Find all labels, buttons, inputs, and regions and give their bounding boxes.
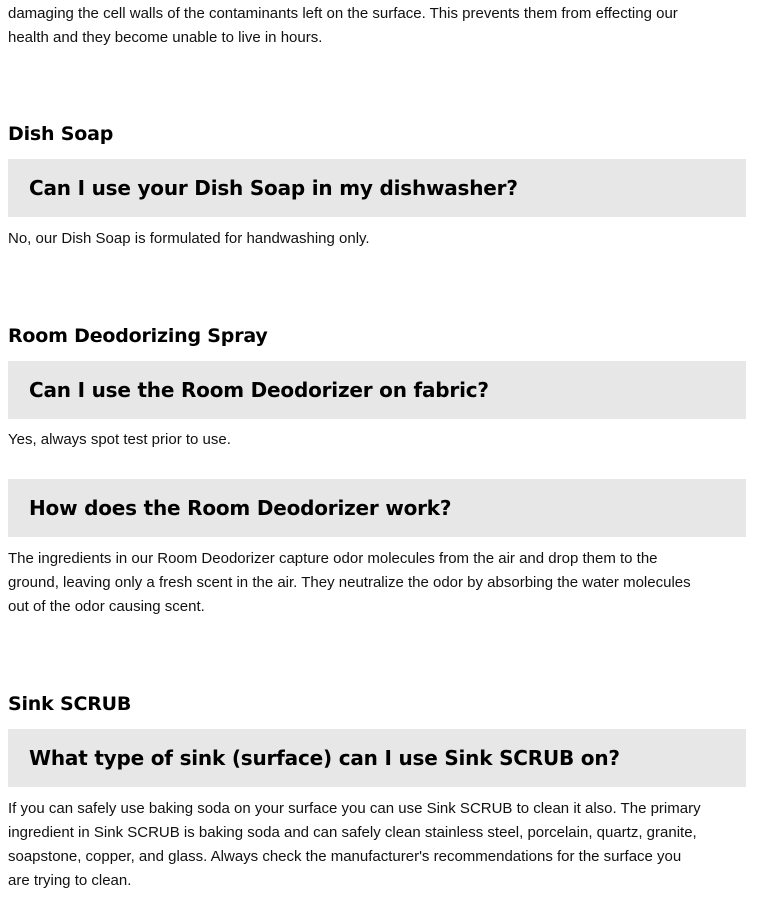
section-title-dish-soap: Dish Soap (8, 123, 114, 145)
answer-line: soapstone, copper, and glass. Always check the manufacturer's recommendations for the surface you (8, 848, 682, 865)
faq-answer-dishwasher (8, 227, 746, 251)
faq-question-sink-surface[interactable] (8, 729, 746, 787)
answer-line: Yes, always spot test prior to use. (8, 431, 231, 448)
answer-line: ingredient in Sink SCRUB is baking soda and can safely clean stainless steel, porcelain, quartz, granite, (8, 824, 697, 841)
faq-question-text: Can I use the Room Deodorizer on fabric? (29, 378, 489, 402)
faq-question-text: Can I use your Dish Soap in my dishwasher? (29, 176, 518, 200)
faq-answer-how-it-works (8, 547, 746, 619)
answer-line: The ingredients in our Room Deodorizer capture odor molecules from the air and drop them to the (8, 550, 658, 567)
faq-answer-fabric (8, 428, 746, 452)
faq-question-dishwasher[interactable] (8, 159, 746, 217)
faq-question-how-it-works[interactable] (8, 479, 746, 537)
faq-question-text: What type of sink (surface) can I use Sink SCRUB on? (29, 746, 620, 770)
faq-answer-sink-surface (8, 797, 746, 893)
answer-line: If you can safely use baking soda on your surface you can use Sink SCRUB to clean it also. The primary (8, 800, 701, 817)
intro-line: damaging the cell walls of the contaminants left on the surface. This prevents them from effecting our (8, 5, 678, 22)
answer-line: are trying to clean. (8, 872, 132, 889)
answer-line: No, our Dish Soap is formulated for handwashing only. (8, 230, 370, 247)
answer-line: ground, leaving only a fresh scent in the air. They neutralize the odor by absorbing the water molecules (8, 574, 691, 591)
faq-question-fabric[interactable] (8, 361, 746, 419)
answer-line: out of the odor causing scent. (8, 598, 205, 615)
section-title-sink-scrub: Sink SCRUB (8, 693, 132, 715)
section-title-room-deodorizing-spray: Room Deodorizing Spray (8, 325, 268, 347)
intro-line: health and they become unable to live in hours. (8, 29, 323, 46)
faq-question-text: How does the Room Deodorizer work? (29, 496, 452, 520)
intro-paragraph (8, 2, 746, 50)
